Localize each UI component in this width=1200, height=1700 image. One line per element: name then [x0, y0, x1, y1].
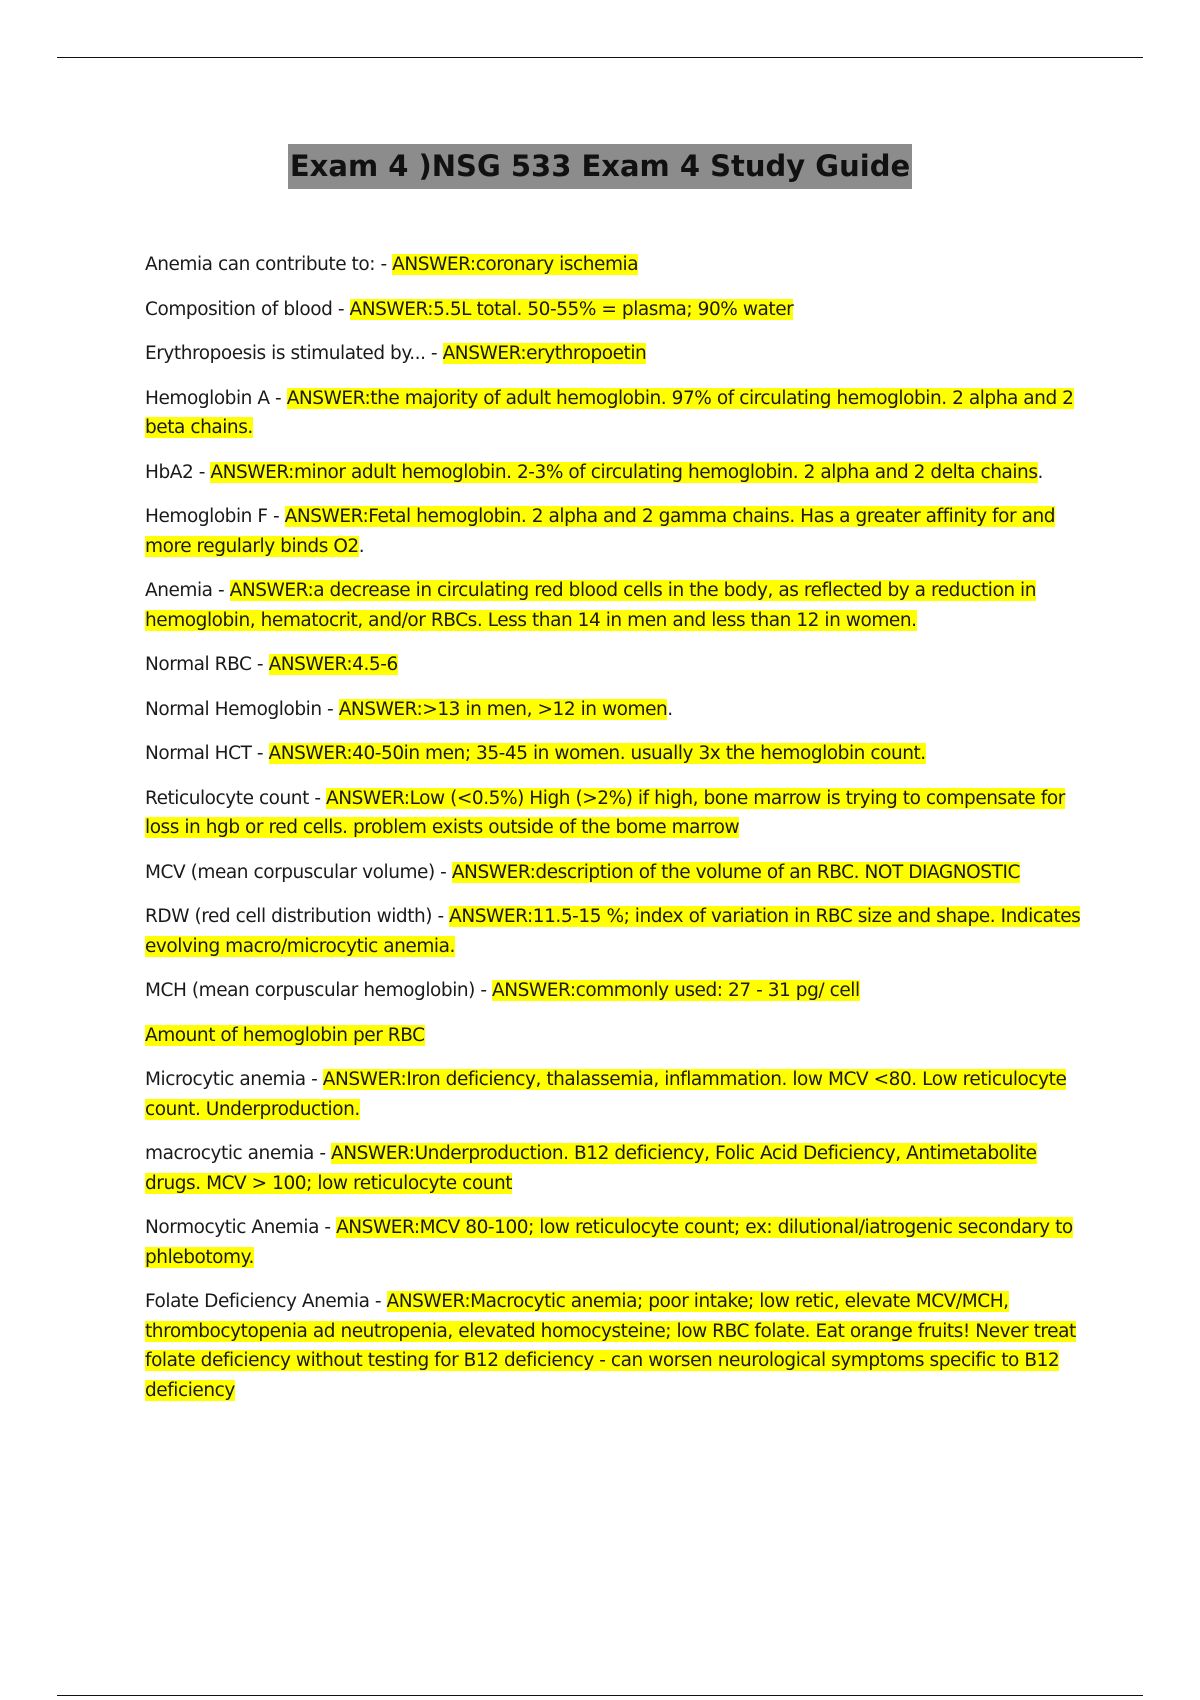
entry-term: Normocytic Anemia: [145, 1217, 319, 1238]
entry-separator: -: [474, 980, 493, 1001]
entry-separator: -: [269, 387, 287, 409]
entry-answer: ANSWER:the majority of adult hemoglobin. 97% of circulating hemoglobin. 2 alpha and 2 beta chains.: [145, 387, 1074, 438]
study-entry: [145, 458, 1090, 488]
title-block: [0, 144, 1200, 189]
entry-answer: ANSWER:MCV 80-100; low reticulocyte count; ex: dilutional/iatrogenic secondary to phlebotomy.: [145, 1217, 1073, 1268]
entry-separator: -: [267, 506, 285, 527]
entry-term: Microcytic anemia: [145, 1069, 306, 1090]
study-entry: [145, 502, 1090, 561]
footer-rule: [57, 1695, 1143, 1696]
entry-separator: -: [193, 461, 211, 483]
entry-term: Hemoglobin A: [145, 387, 270, 409]
study-entry: [145, 1287, 1090, 1405]
entry-term: Erythropoesis is stimulated by...: [145, 343, 426, 364]
study-entry: [145, 1021, 1090, 1051]
entry-answer: ANSWER:Macrocytic anemia; poor intake; low retic, elevate MCV/MCH, thrombocytopenia ad neutropenia, elevated homocysteine; low RBC folate. Eat orange fruits! Never treat folate deficiency without testing for B12 deficiency - can worsen neurological symptoms specific to B12 deficiency: [145, 1291, 1076, 1401]
entry-answer: ANSWER:40-50in men; 35-45 in women. usually 3x the hemoglobin count.: [268, 743, 926, 764]
entry-separator: -: [313, 1143, 331, 1164]
study-entry: [145, 650, 1090, 680]
entry-term: Normal HCT: [145, 743, 252, 764]
entry-term: HbA2: [145, 461, 194, 483]
document-title: Exam 4 )NSG 533 Exam 4 Study Guide: [288, 144, 912, 189]
entry-answer: ANSWER:11.5-15 %; index of variation in RBC size and shape. Indicates evolving macro/microcytic anemia.: [145, 906, 1081, 957]
study-entry: [145, 1213, 1090, 1272]
entry-separator: -: [332, 298, 350, 320]
entry-term: Normal RBC: [145, 654, 252, 675]
entry-term: Normal Hemoglobin: [145, 698, 322, 720]
study-entry: [145, 1065, 1090, 1124]
entry-separator: -: [308, 787, 326, 809]
study-entry: [145, 1139, 1090, 1198]
entry-separator: -: [321, 698, 339, 720]
entry-answer: ANSWER:4.5-6: [268, 654, 398, 675]
entry-term: RDW (red cell distribution width): [145, 906, 433, 927]
entry-term: Reticulocyte count: [145, 787, 309, 809]
entry-answer: ANSWER:>13 in men, >12 in women: [338, 698, 668, 720]
entry-answer: ANSWER:description of the volume of an RBC. NOT DIAGNOSTIC: [451, 861, 1020, 883]
entry-answer: ANSWER:Low (<0.5%) High (>2%) if high, bone marrow is trying to compensate for loss in hgb or red cells. problem exists outside of the bome marrow: [145, 787, 1065, 838]
entry-term: Composition of blood: [145, 298, 333, 320]
study-entry: [145, 295, 1090, 325]
entry-separator: -: [375, 254, 393, 275]
study-entry: [145, 784, 1090, 843]
entry-term: Anemia can contribute to:: [145, 254, 376, 275]
entry-answer: ANSWER:Underproduction. B12 deficiency, Folic Acid Deficiency, Antimetabolite drugs. MCV > 100; low reticulocyte count: [145, 1143, 1037, 1194]
entry-answer: ANSWER:a decrease in circulating red blood cells in the body, as reflected by a reduction in hemoglobin, hematocrit, and/or RBCs. Less than 14 in men and less than 12 in women.: [145, 580, 1036, 631]
entry-term: MCH (mean corpuscular hemoglobin): [145, 980, 475, 1001]
study-entry: [145, 739, 1090, 769]
study-entry: [145, 576, 1090, 635]
entry-separator: -: [251, 743, 269, 764]
study-guide-entries: [145, 250, 1090, 1420]
entry-tail: .: [1037, 461, 1043, 483]
entry-answer: ANSWER:commonly used: 27 - 31 pg/ cell: [492, 980, 860, 1001]
entry-term: Anemia: [145, 580, 213, 601]
entry-answer: ANSWER:minor adult hemoglobin. 2-3% of circulating hemoglobin. 2 alpha and 2 delta chains: [210, 461, 1038, 483]
study-entry: [145, 250, 1090, 280]
study-entry: [145, 976, 1090, 1006]
entry-tail: .: [358, 535, 365, 557]
entry-separator: -: [251, 654, 269, 675]
entry-answer: Amount of hemoglobin per RBC: [145, 1024, 425, 1046]
study-entry: [145, 695, 1090, 725]
entry-separator: -: [212, 580, 230, 601]
entry-separator: -: [425, 343, 443, 364]
entry-separator: -: [434, 861, 452, 883]
entry-term: Folate Deficiency Anemia: [145, 1291, 370, 1312]
entry-tail: .: [667, 698, 673, 720]
study-entry: [145, 902, 1090, 961]
entry-term: macrocytic anemia: [145, 1143, 314, 1164]
entry-answer: ANSWER:erythropoetin: [442, 343, 647, 364]
entry-separator: -: [369, 1291, 387, 1312]
entry-separator: -: [432, 906, 450, 927]
header-rule: [57, 57, 1143, 58]
entry-separator: -: [318, 1217, 337, 1238]
study-entry: [145, 339, 1090, 369]
entry-separator: -: [305, 1069, 323, 1090]
study-entry: [145, 858, 1090, 888]
entry-answer: ANSWER:coronary ischemia: [392, 254, 639, 275]
study-entry: [145, 384, 1090, 443]
entry-term: MCV (mean corpuscular volume): [145, 861, 435, 883]
entry-answer: ANSWER:Iron deficiency, thalassemia, inflammation. low MCV <80. Low reticulocyte count. Underproduction.: [145, 1069, 1067, 1120]
entry-answer: ANSWER:5.5L total. 50-55% = plasma; 90% water: [349, 298, 794, 320]
entry-term: Hemoglobin F: [145, 506, 268, 527]
entry-answer: ANSWER:Fetal hemoglobin. 2 alpha and 2 gamma chains. Has a greater affinity for and more regularly binds O2: [145, 506, 1056, 557]
